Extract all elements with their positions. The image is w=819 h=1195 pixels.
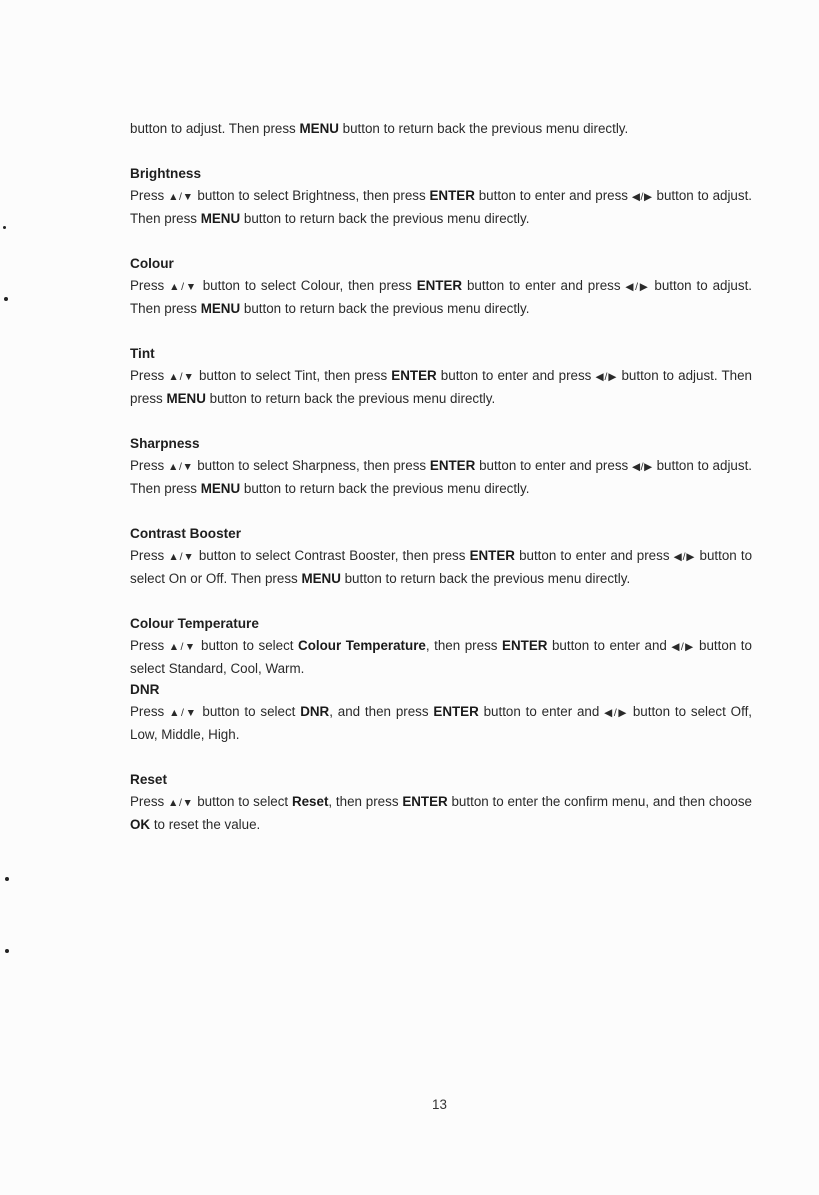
section-colour: [130, 253, 752, 319]
left-right-arrows-icon: ◀/▶: [671, 641, 695, 653]
heading-tint: Tint: [130, 346, 155, 361]
section-contrast-booster: [130, 523, 752, 589]
up-down-arrows-icon: ▲/▼: [168, 641, 197, 653]
heading-contrast-booster: Contrast Booster: [130, 526, 242, 541]
paragraph-brightness: Press ▲/▼ button to select Brightness, then press ENTER button to enter and press ◀/▶ button to adjust. Then press MENU button to return back the previous menu directly.: [130, 188, 753, 226]
paragraph-contrast-booster: Press ▲/▼ button to select Contrast Booster, then press ENTER button to enter and press ◀/▶ button to select On or Off. Then press MENU button to return back the previous menu directly.: [130, 548, 753, 586]
heading-dnr: DNR: [130, 682, 160, 697]
section-brightness: [130, 163, 752, 229]
scan-speck: [4, 297, 8, 301]
section-reset: [130, 769, 752, 835]
paragraph-colour-temperature: Press ▲/▼ button to select Colour Temperature, then press ENTER button to enter and ◀/▶ button to select Standard, Cool, Warm.: [130, 638, 752, 676]
section-dnr: [130, 679, 752, 745]
paragraph-dnr: Press ▲/▼ button to select DNR, and then press ENTER button to enter and ◀/▶ button to select Off, Low, Middle, High.: [130, 704, 753, 742]
up-down-arrows-icon: ▲/▼: [169, 281, 198, 293]
heading-colour: Colour: [130, 256, 174, 271]
heading-reset: Reset: [130, 772, 168, 787]
heading-brightness: Brightness: [130, 166, 202, 181]
section-sharpness: [130, 433, 752, 499]
up-down-arrows-icon: ▲/▼: [168, 797, 194, 809]
section-colour-temperature: [130, 613, 752, 679]
scan-speck: [5, 949, 9, 953]
left-right-arrows-icon: ◀/▶: [595, 371, 618, 383]
scan-speck: [5, 877, 9, 881]
heading-sharpness: Sharpness: [130, 436, 200, 451]
page-number: 13: [432, 1097, 447, 1112]
paragraph-tint: Press ▲/▼ button to select Tint, then press ENTER button to enter and press ◀/▶ button to adjust. Then press MENU button to return back the previous menu directly.: [130, 368, 753, 406]
heading-colour-temperature: Colour Temperature: [130, 616, 259, 631]
paragraph-colour: Press ▲/▼ button to select Colour, then press ENTER button to enter and press ◀/▶ button to adjust. Then press MENU button to return back the previous menu directly.: [130, 278, 753, 316]
up-down-arrows-icon: ▲/▼: [168, 371, 195, 383]
up-down-arrows-icon: ▲/▼: [168, 551, 195, 563]
up-down-arrows-icon: ▲/▼: [168, 191, 194, 203]
intro-paragraph: button to adjust. Then press MENU button to return back the previous menu directly.: [130, 121, 629, 136]
left-right-arrows-icon: ◀/▶: [604, 707, 629, 719]
up-down-arrows-icon: ▲/▼: [169, 707, 198, 719]
up-down-arrows-icon: ▲/▼: [168, 461, 194, 473]
paragraph-sharpness: Press ▲/▼ button to select Sharpness, then press ENTER button to enter and press ◀/▶ button to adjust. Then press MENU button to return back the previous menu directly.: [130, 458, 753, 496]
paragraph-reset: Press ▲/▼ button to select Reset, then press ENTER button to enter the confirm menu, and then choose OK to reset the value.: [130, 794, 752, 832]
page-content: [130, 118, 752, 835]
left-right-arrows-icon: ◀/▶: [632, 461, 653, 473]
section-tint: [130, 343, 752, 409]
left-right-arrows-icon: ◀/▶: [673, 551, 696, 563]
left-right-arrows-icon: ◀/▶: [625, 281, 650, 293]
left-right-arrows-icon: ◀/▶: [631, 191, 653, 203]
scan-speck: [3, 226, 6, 229]
